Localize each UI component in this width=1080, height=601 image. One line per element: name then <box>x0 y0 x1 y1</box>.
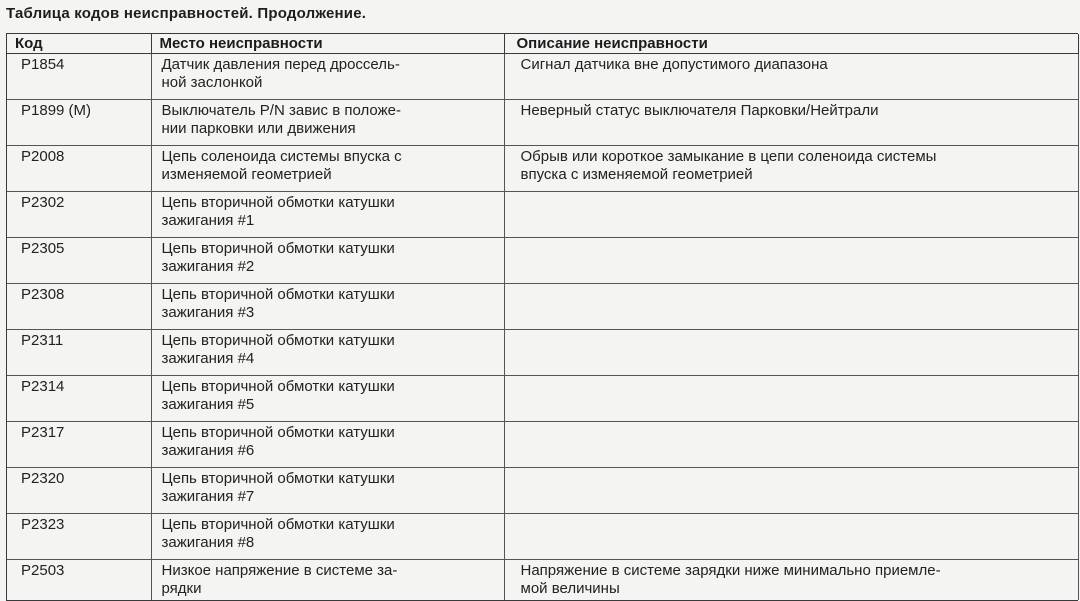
cell-place-line: Цепь вторичной обмотки катушки <box>161 470 395 487</box>
cell-place-line: рядки <box>161 580 202 597</box>
cell-place-line: Низкое напряжение в системе за- <box>161 562 398 579</box>
cell-place-line: нии парковки или движения <box>161 120 356 137</box>
cell-place <box>151 238 504 284</box>
cell-place-line: зажигания #5 <box>161 396 255 413</box>
cell-place <box>151 330 504 376</box>
table-body <box>7 54 1078 601</box>
cell-place <box>151 54 504 100</box>
cell-place-line: Цепь вторичной обмотки катушки <box>161 424 395 441</box>
cell-place-line: Цепь вторичной обмотки катушки <box>161 516 395 533</box>
column-header-code: Код <box>7 34 151 54</box>
cell-code: P2008 <box>7 146 151 192</box>
cell-description <box>504 514 1078 560</box>
cell-description-line: мой величины <box>520 580 620 597</box>
table-row <box>7 284 1078 330</box>
cell-description <box>504 54 1078 100</box>
cell-code: P2323 <box>7 514 151 560</box>
cell-place <box>151 514 504 560</box>
cell-description <box>504 560 1078 601</box>
table-row <box>7 330 1078 376</box>
cell-place <box>151 376 504 422</box>
cell-place <box>151 146 504 192</box>
cell-place <box>151 192 504 238</box>
cell-code: P2308 <box>7 284 151 330</box>
cell-place-line: Цепь вторичной обмотки катушки <box>161 286 395 303</box>
table-row <box>7 192 1078 238</box>
cell-code: P1899 (M) <box>7 100 151 146</box>
cell-place <box>151 284 504 330</box>
cell-place-line: зажигания #2 <box>161 258 255 275</box>
table-row <box>7 422 1078 468</box>
cell-description <box>504 100 1078 146</box>
cell-description-line: Напряжение в системе зарядки ниже минимально приемле- <box>520 562 941 579</box>
cell-place-line: Цепь вторичной обмотки катушки <box>161 194 395 211</box>
cell-place-line: Цепь вторичной обмотки катушки <box>161 378 395 395</box>
table-row <box>7 238 1078 284</box>
cell-description <box>504 238 1078 284</box>
cell-place-line: зажигания #6 <box>161 442 255 459</box>
cell-description <box>504 192 1078 238</box>
cell-description <box>504 284 1078 330</box>
page-title: Таблица кодов неисправностей. Продолжение. <box>6 5 367 22</box>
cell-code: P2317 <box>7 422 151 468</box>
cell-description <box>504 330 1078 376</box>
cell-place-line: Датчик давления перед дроссель- <box>161 56 400 73</box>
cell-code: P2311 <box>7 330 151 376</box>
cell-description-line: Неверный статус выключателя Парковки/Нейтрали <box>520 102 879 119</box>
cell-code: P2305 <box>7 238 151 284</box>
column-header-place: Место неисправности <box>151 34 504 54</box>
cell-place <box>151 422 504 468</box>
cell-description-line: впуска с изменяемой геометрией <box>520 166 753 183</box>
cell-place-line: изменяемой геометрией <box>161 166 332 183</box>
cell-description <box>504 146 1078 192</box>
table-row <box>7 54 1078 100</box>
fault-code-table-frame <box>6 33 1078 601</box>
cell-place-line: Цепь соленоида системы впуска с <box>161 148 402 165</box>
table-row <box>7 514 1078 560</box>
table-row <box>7 100 1078 146</box>
cell-place-line: Цепь вторичной обмотки катушки <box>161 240 395 257</box>
table-row <box>7 376 1078 422</box>
column-header-description: Описание неисправности <box>504 34 1078 54</box>
cell-place-line: зажигания #3 <box>161 304 255 321</box>
cell-description-line: Сигнал датчика вне допустимого диапазона <box>520 56 828 73</box>
cell-place <box>151 560 504 601</box>
cell-place-line: Выключатель P/N завис в положе- <box>161 102 401 119</box>
cell-description <box>504 468 1078 514</box>
cell-place-line: зажигания #4 <box>161 350 255 367</box>
cell-description-line: Обрыв или короткое замыкание в цепи соленоида системы <box>520 148 937 165</box>
cell-place-line: Цепь вторичной обмотки катушки <box>161 332 395 349</box>
cell-code: P2503 <box>7 560 151 601</box>
cell-place-line: зажигания #7 <box>161 488 255 505</box>
cell-place-line: зажигания #1 <box>161 212 255 229</box>
table-row <box>7 146 1078 192</box>
cell-code: P2314 <box>7 376 151 422</box>
table-row <box>7 468 1078 514</box>
fault-code-table <box>7 34 1079 600</box>
cell-code: P1854 <box>7 54 151 100</box>
cell-description <box>504 422 1078 468</box>
table-row <box>7 560 1078 601</box>
cell-code: P2302 <box>7 192 151 238</box>
cell-place-line: ной заслонкой <box>161 74 263 91</box>
cell-place <box>151 468 504 514</box>
table-header-row <box>7 34 1078 54</box>
cell-place-line: зажигания #8 <box>161 534 255 551</box>
cell-description <box>504 376 1078 422</box>
cell-place <box>151 100 504 146</box>
cell-code: P2320 <box>7 468 151 514</box>
